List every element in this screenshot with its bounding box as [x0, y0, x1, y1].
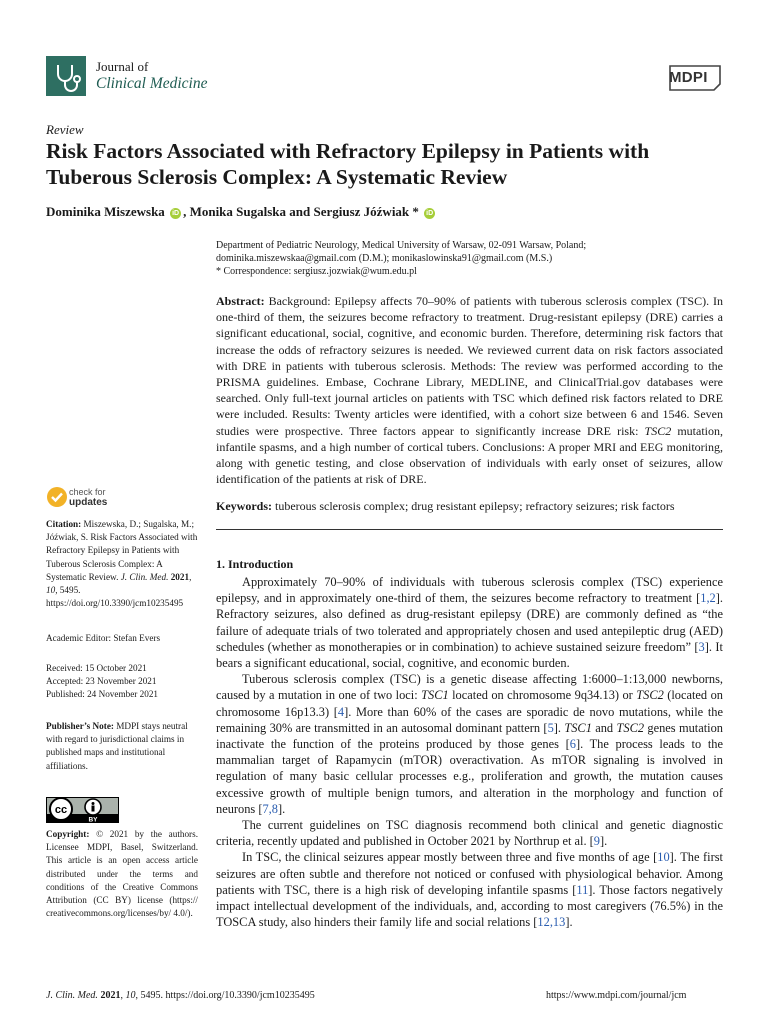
affiliation-emails[interactable]: dominika.miszewskaa@gmail.com (D.M.); monikaslowinska91@gmail.com (M.S.)	[216, 253, 553, 264]
author-list	[46, 204, 437, 220]
cc-by-license-badge[interactable]	[46, 797, 119, 823]
academic-editor: Academic Editor: Stefan Evers	[46, 633, 161, 643]
abstract	[216, 293, 723, 487]
received-date: Received: 15 October 2021	[46, 663, 147, 673]
copyright-text: © 2021 by the authors. Licensee MDPI, Basel, Switzerland. This article is an open access article distributed under the terms and conditions of the Creative Commons Attribution (CC BY) license (https:// creativecommons.org/licenses/by/ 4.0/).	[46, 829, 198, 919]
abstract-label: Abstract:	[216, 294, 265, 308]
accepted-date: Accepted: 23 November 2021	[46, 676, 157, 687]
citation-link[interactable]: 4	[337, 704, 345, 719]
citation-link[interactable]: 9	[593, 834, 600, 849]
citation-link[interactable]: 3	[698, 639, 705, 654]
citation-link[interactable]: 11	[576, 882, 589, 897]
abstract-text: Background: Epilepsy affects 70–90% of patients with tuberous sclerosis complex (TSC). In one-third of them, the seizures become refractory to treatment. Drug-resistant epilepsy (DRE) carries a significant educational, social, cognitive, and economic burden. Therefore, determining risk factors that increase the odds of refractory seizures is needed. We reviewed current data on risk factors associated with DRE in patients with tuberous sclerosis. Methods: The review was performed according to the PRISMA guidelines. Embase, Cochrane Library, MEDLINE, and ClinicalTrial.gov databases were searched. Only full-text journal articles on patients with TSC which defined risk factors related to DRE were included. Results: Twenty articles were identified, with a cohort size between 6 and 1546. Seven studies were prospective. Three factors appear to significantly increase DRE risk:	[216, 294, 723, 438]
copyright-label: Copyright:	[46, 829, 90, 839]
article-title: Risk Factors Associated with Refractory Epilepsy in Patients with Tuberous Sclerosis Complex: A Systematic Review	[46, 139, 650, 189]
publisher-note-label: Publisher’s Note:	[46, 721, 114, 731]
published-date: Published: 24 November 2021	[46, 689, 159, 700]
citation-text: Miszewska, D.; Sugalska, M.; Jóźwiak, S. Risk Factors Associated with Refractory Epilepsy in Patients with Tuberous Sclerosis Complex: A Systematic Review.	[46, 519, 198, 582]
correspondence-line[interactable]: * Correspondence: sergiusz.jozwiak@wum.edu.pl	[216, 266, 417, 277]
citation-block: Citation: Miszewska, D.; Sugalska, M.; Jóźwiak, S. Risk Factors Associated with Refractory Epilepsy in Patients with Tuberous Sclerosis Complex: A Systematic Review. J. Clin. Med. 2021, 10, 5495. https://doi.org/10.3390/jcm10235495	[46, 519, 198, 609]
abstract-text: mutation, infantile spasms, and a high number of cortical tubers. Conclusions: A proper MRI and EEG monitoring, along with genetic testing, and close observation of individuals with early onset of seizures, allow identification of the patients at risk of DRE.	[216, 423, 723, 487]
author-rest: , Monika Sugalska and Sergiusz Jóźwiak *	[183, 204, 419, 219]
citation-link[interactable]: 5	[547, 720, 554, 735]
citation-doi[interactable]: , 5495. https://doi.org/10.3390/jcm10235495	[46, 585, 184, 609]
publisher-name: MDPI	[669, 69, 708, 86]
citation-link[interactable]: 6	[569, 737, 576, 752]
paragraph: Tuberous sclerosis complex (TSC) is a genetic disease affecting 1:6000–1:13,000 newborns, caused by a mutation in one of two loci: TSC1 located on chromosome 9q34.13) or TSC2 (located on chromosome 16p13.3) [4]. More than 60% of the cases are sporadic de novo mutations, while the remaining 30% are transmitted in an autosomal dominant pattern [5]. TSC1 and TSC2 genes mutation inactivate the function of the proteins produced by those genes [6]. The process leads to the mammalian target of Rapamycin (mTOR) overactivation. As mTOR signaling is involved in regulation of many basic cellular processes e.g., proliferation and growth, the mutation causes excessive growth of multiple benign tumors, and alteration in the morphology and function of neurons [7,8].	[216, 672, 723, 816]
footer-volume: 10	[125, 990, 136, 1001]
citation-link[interactable]: 10	[657, 850, 670, 865]
dates-block	[46, 662, 198, 702]
citation-link[interactable]: 12,13	[537, 915, 566, 930]
keywords-label: Keywords:	[216, 499, 272, 513]
orcid-icon[interactable]: iD	[172, 210, 180, 217]
article-type: Review	[46, 122, 84, 137]
footer-doi[interactable]: , 5495. https://doi.org/10.3390/jcm10235495	[135, 990, 315, 1001]
divider	[216, 529, 723, 530]
section-title: 1. Introduction	[216, 557, 294, 571]
journal-of-label: Journal of	[96, 59, 149, 74]
journal-name[interactable]: Clinical Medicine	[96, 75, 208, 92]
by-label: BY	[88, 816, 98, 823]
footer-journal-url[interactable]: https://www.mdpi.com/journal/jcm	[546, 990, 687, 1001]
citation-link[interactable]: 1,2	[700, 591, 716, 606]
citation-year: 2021	[170, 571, 190, 582]
citation-link[interactable]: 7,8	[262, 801, 278, 816]
author-1[interactable]: Dominika Miszewska	[46, 204, 165, 219]
citation-label: Citation:	[46, 519, 82, 529]
updates-label[interactable]: updates	[69, 497, 108, 508]
keywords-text: tuberous sclerosis complex; drug resistant epilepsy; refractory seizures; risk factors	[272, 499, 675, 513]
footer-journal: J. Clin. Med.	[46, 990, 98, 1001]
orcid-icon[interactable]: iD	[426, 210, 434, 217]
footer-year: 2021	[100, 990, 121, 1001]
journal-logo-icon	[46, 56, 86, 96]
affiliation-block	[216, 239, 726, 278]
footer-citation[interactable]: J. Clin. Med. 2021, 10, 5495. https://doi.org/10.3390/jcm10235495	[46, 990, 315, 1001]
publisher-note-text: MDPI stays neutral with regard to jurisdictional claims in published maps and institutional affiliations.	[46, 721, 188, 771]
check-for-updates-icon[interactable]	[46, 486, 68, 508]
paragraph: In TSC, the clinical seizures appear mostly between three and five months of age [10]. The first seizures are often subtle and therefore not noticed or confused with physiological behavior. Among patients with TSC, there is a high risk of developing infantile spasms [11]. Those factors negatively impact intellectual development of the individuals, and, according to most caregivers (76.5%) in the TOSCA study, also hinders their family life and social relations [12,13].	[216, 850, 724, 930]
copyright-block	[46, 828, 198, 920]
stethoscope-icon	[46, 56, 86, 96]
publisher-note	[46, 720, 198, 773]
affiliation-line: Department of Pediatric Neurology, Medical University of Warsaw, 02-091 Warsaw, Poland;	[216, 240, 587, 251]
paragraph: Approximately 70–90% of individuals with tuberous sclerosis complex (TSC) experience epilepsy, and in approximately one-third of them, the seizures become refractory to treatment [1,2]. Refractory seizures, also defined as drug-resistant epilepsy (DRE) are commonly defined as “the failure of adequate trials of two tolerated and appropriately chosen and used antepileptic drug (AED) schedules (whether as monotherapies or in combination) to achieve sustained seizure freedom” [3]. It bears a significant educational, social, cognitive, and economic burden.	[216, 575, 723, 671]
paragraph: The current guidelines on TSC diagnosis recommend both clinical and genetic diagnostic criteria, recently updated and published in October 2021 by Northrup et al. [9].	[216, 818, 723, 849]
abstract-gene: TSC2	[644, 423, 672, 438]
citation-journal: J. Clin. Med.	[120, 571, 169, 582]
introduction-body	[216, 574, 723, 930]
cc-label: cc	[54, 804, 68, 816]
citation-volume: 10	[46, 585, 56, 596]
keywords	[216, 498, 723, 514]
check-for-label[interactable]: check for	[69, 487, 106, 497]
